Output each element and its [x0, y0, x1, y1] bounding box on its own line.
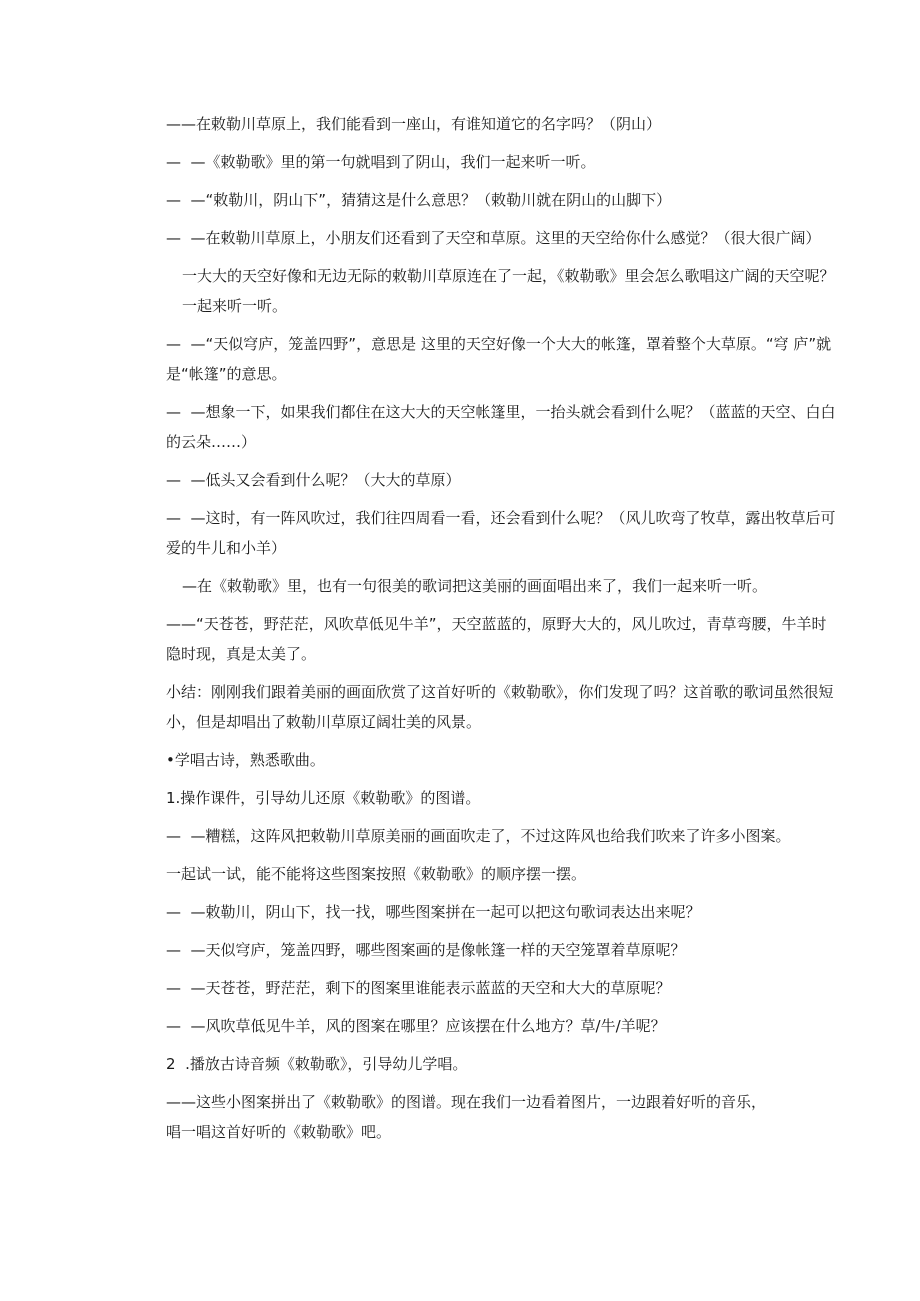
paragraph: 唱一唱这首好听的《敕勒歌》吧。 — [166, 1123, 392, 1141]
paragraph: —在《敕勒歌》里，也有一句很美的歌词把这美丽的画面唱出来了，我们一起来听一听。 — [182, 577, 768, 595]
numbered-step: 1.操作课件，引导幼儿还原《敕勒歌》的图谱。 — [166, 789, 481, 807]
paragraph: — —天似穹庐，笼盖四野，哪些图案画的是像帐篷一样的天空笼罩着草原呢？ — [166, 941, 686, 959]
paragraph: 一大大的天空好像和无边无际的敕勒川草原连在了一起，《敕勒歌》里会怎么歌唱这广阔的天空呢？一起来听一听。 — [182, 267, 835, 315]
summary-paragraph: 小结：刚刚我们跟着美丽的画面欣赏了这首好听的《敕勒歌》，你们发现了吗？这首歌的歌词虽然很短小，但是却唱出了敕勒川草原辽阔壮美的风景。 — [166, 683, 834, 731]
paragraph: — —这时，有一阵风吹过，我们往四周看一看，还会看到什么呢？（风儿吹弯了牧草，露出牧草后可爱的牛儿和小羊） — [166, 509, 836, 557]
numbered-step: 2 .播放古诗音频《敕勒歌》，引导幼儿学唱。 — [166, 1055, 468, 1073]
paragraph: ——在敕勒川草原上，我们能看到一座山，有谁知道它的名字吗？（阴山） — [166, 115, 662, 133]
paragraph: — —“敕勒川，阴山下”，猜猜这是什么意思？（敕勒川就在阴山的山脚下） — [166, 191, 672, 209]
paragraph: — —敕勒川，阴山下，找一找，哪些图案拼在一起可以把这句歌词表达出来呢？ — [166, 903, 701, 921]
document-body — [166, 109, 836, 1147]
paragraph: ——“天苍苍，野茫茫，风吹草低见牛羊”，天空蓝蓝的，原野大大的，风儿吹过，青草弯腰，牛羊时隐时现，真是太美了。 — [166, 615, 827, 663]
paragraph: — —“天似穹庐，笼盖四野”，意思是 这里的天空好像一个大大的帐篷，罩着整个大草原。“穹 庐”就是“帐篷”的意思。 — [166, 335, 832, 383]
paragraph: ——这些小图案拼出了《敕勒歌》的图谱。现在我们一边看着图片，一边跟着好听的音乐， — [166, 1093, 767, 1111]
paragraph: — —《敕勒歌》里的第一句就唱到了阴山，我们一起来听一听。 — [166, 153, 596, 171]
paragraph: — —天苍苍，野茫茫，剩下的图案里谁能表示蓝蓝的天空和大大的草原呢？ — [166, 979, 671, 997]
paragraph: — —低头又会看到什么呢？（大大的草原） — [166, 471, 461, 489]
paragraph: — —想象一下，如果我们都住在这大大的天空帐篷里，一抬头就会看到什么呢？（蓝蓝的天空、白白的云朵……） — [166, 403, 836, 451]
paragraph: — —在敕勒川草原上，小朋友们还看到了天空和草原。这里的天空给你什么感觉？（很大很广阔） — [166, 229, 821, 247]
paragraph: 一起试一试，能不能将这些图案按照《敕勒歌》的顺序摆一摆。 — [166, 865, 587, 883]
paragraph: — —风吹草低见牛羊，风的图案在哪里？应该摆在什么地方？草/牛/羊呢？ — [166, 1017, 666, 1035]
section-heading: •学唱古诗，熟悉歌曲。 — [166, 751, 325, 769]
paragraph: — —糟糕，这阵风把敕勒川草原美丽的画面吹走了，不过这阵风也给我们吹来了许多小图案。 — [166, 827, 791, 845]
